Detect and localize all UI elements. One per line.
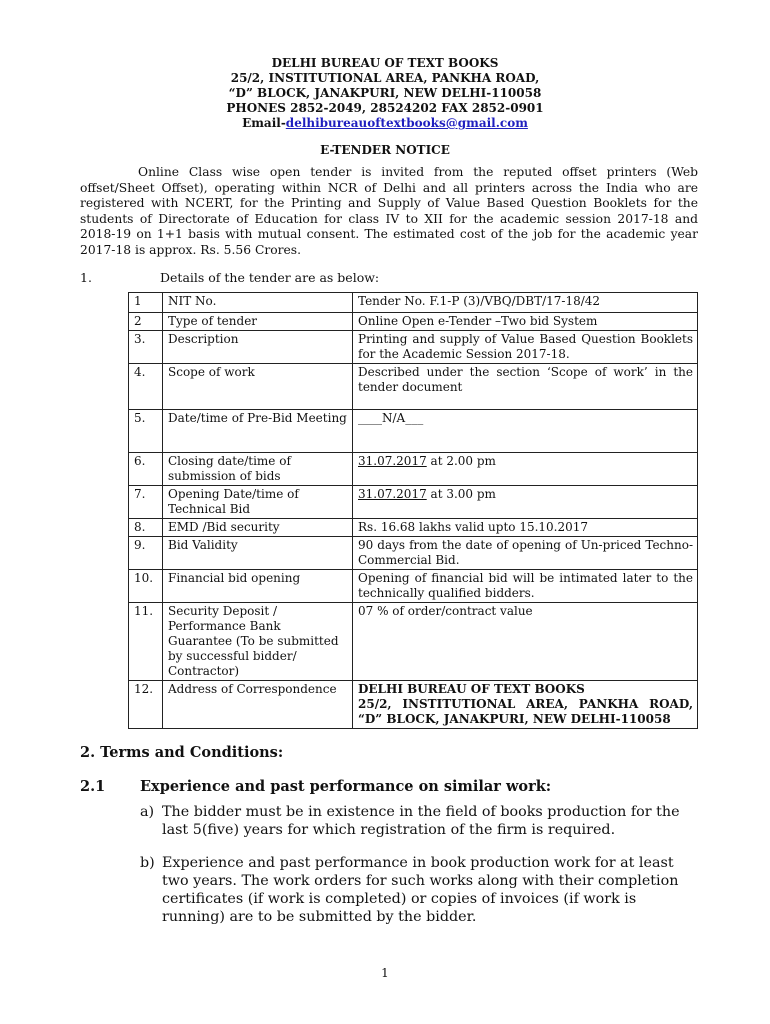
notice-title: E-TENDER NOTICE: [320, 143, 450, 157]
row-field: Description: [163, 331, 353, 364]
row-number: 11.: [129, 603, 163, 681]
table-row: [129, 410, 698, 453]
opening-date: 31.07.2017: [358, 487, 427, 501]
table-row: [129, 293, 698, 313]
org-email-line: [0, 116, 770, 131]
address-line2: 25/2, INSTITUTIONAL AREA, PANKHA ROAD,: [358, 697, 693, 711]
row-field: Scope of work: [163, 364, 353, 410]
row-number: 7.: [129, 486, 163, 519]
closing-time: at 2.00 pm: [426, 454, 496, 468]
row-number: 12.: [129, 681, 163, 729]
section21-heading: Experience and past performance on similar work:: [140, 778, 552, 795]
row-field: NIT No.: [163, 293, 353, 313]
row-field: Closing date/time of submission of bids: [163, 453, 353, 486]
row-value: Described under the section ‘Scope of work’ in the tender document: [353, 364, 698, 410]
address-line1: DELHI BUREAU OF TEXT BOOKS: [358, 682, 585, 696]
table-row: [129, 537, 698, 570]
row-value: Tender No. F.1-P (3)/VBQ/DBT/17-18/42: [353, 293, 698, 313]
address-line3: “D” BLOCK, JANAKPURI, NEW DELHI-110058: [358, 712, 671, 726]
list-marker: b): [140, 855, 155, 871]
list-text: Experience and past performance in book production work for at least two years. The work orders for such works along with their completion certificates (if work is completed) or copies of invoices (if work is running) are to be submitted by the bidder.: [162, 855, 679, 925]
section1-text: Details of the tender are as below:: [160, 270, 380, 285]
table-row: [129, 681, 698, 729]
table-row: [129, 331, 698, 364]
row-value: Printing and supply of Value Based Question Booklets for the Academic Session 2017-18.: [353, 331, 698, 364]
row-field: Financial bid opening: [163, 570, 353, 603]
row-number: 6.: [129, 453, 163, 486]
table-row: [129, 453, 698, 486]
section21-number: 2.1: [80, 778, 106, 795]
row-field: Address of Correspondence: [163, 681, 353, 729]
row-number: 1: [129, 293, 163, 313]
row-value: Online Open e-Tender –Two bid System: [353, 313, 698, 331]
row-value: Rs. 16.68 lakhs valid upto 15.10.2017: [353, 519, 698, 537]
row-value: [353, 453, 698, 486]
row-number: 8.: [129, 519, 163, 537]
row-value: [353, 681, 698, 729]
row-field: Bid Validity: [163, 537, 353, 570]
table-row: [129, 486, 698, 519]
row-value: [353, 486, 698, 519]
row-field: Type of tender: [163, 313, 353, 331]
list-text: The bidder must be in existence in the field of books production for the last 5(five) years for which registration of the firm is required.: [162, 804, 680, 838]
row-value: 07 % of order/contract value: [353, 603, 698, 681]
row-number: 4.: [129, 364, 163, 410]
closing-date: 31.07.2017: [358, 454, 427, 468]
row-field: Date/time of Pre-Bid Meeting: [163, 410, 353, 453]
row-field: EMD /Bid security: [163, 519, 353, 537]
intro-text: Online Class wise open tender is invited from the reputed offset printers (Web offset/Sheet Offset), operating within NCR of Delhi and all printers across the India who are registered with NCERT, for the Printing and Supply of Value Based Question Booklets for the students of Directorate of Education for class IV to XII for the academic session 2017-18 and 2018-19 on 1+1 basis with mutual consent. The estimated cost of the job for the academic year 2017-18 is approx. Rs. 5.56 Crores.: [80, 165, 698, 257]
org-phones: PHONES 2852-2049, 28524202 FAX 2852-0901: [226, 101, 544, 115]
table-row: [129, 570, 698, 603]
tender-details-table: [128, 292, 698, 729]
org-name: DELHI BUREAU OF TEXT BOOKS: [271, 56, 499, 70]
page-number: 1: [381, 966, 389, 980]
intro-paragraph: [80, 165, 698, 258]
row-value: ____N/A___: [353, 410, 698, 453]
row-field: Security Deposit / Performance Bank Guarantee (To be submitted by successful bidder/ Contractor): [163, 603, 353, 681]
list-item: [140, 803, 702, 839]
table-row: [129, 364, 698, 410]
table-row: [129, 313, 698, 331]
row-number: 5.: [129, 410, 163, 453]
section2-heading: 2. Terms and Conditions:: [80, 744, 284, 761]
row-value: Opening of financial bid will be intimated later to the technically qualified bidders.: [353, 570, 698, 603]
row-number: 10.: [129, 570, 163, 603]
section1-number: 1.: [80, 270, 92, 285]
list-marker: a): [140, 804, 155, 820]
opening-time: at 3.00 pm: [426, 487, 496, 501]
list-item: [140, 854, 702, 926]
row-value: 90 days from the date of opening of Un-priced Techno-Commercial Bid.: [353, 537, 698, 570]
table-row: [129, 519, 698, 537]
org-address-line2: “D” BLOCK, JANAKPURI, NEW DELHI-110058: [228, 86, 542, 100]
email-label: Email-: [242, 116, 286, 130]
row-number: 9.: [129, 537, 163, 570]
table-row: [129, 603, 698, 681]
org-address-line1: 25/2, INSTITUTIONAL AREA, PANKHA ROAD,: [230, 71, 540, 85]
row-number: 3.: [129, 331, 163, 364]
row-number: 2: [129, 313, 163, 331]
row-field: Opening Date/time of Technical Bid: [163, 486, 353, 519]
email-link[interactable]: delhibureauoftextbooks@gmail.com: [285, 116, 528, 130]
